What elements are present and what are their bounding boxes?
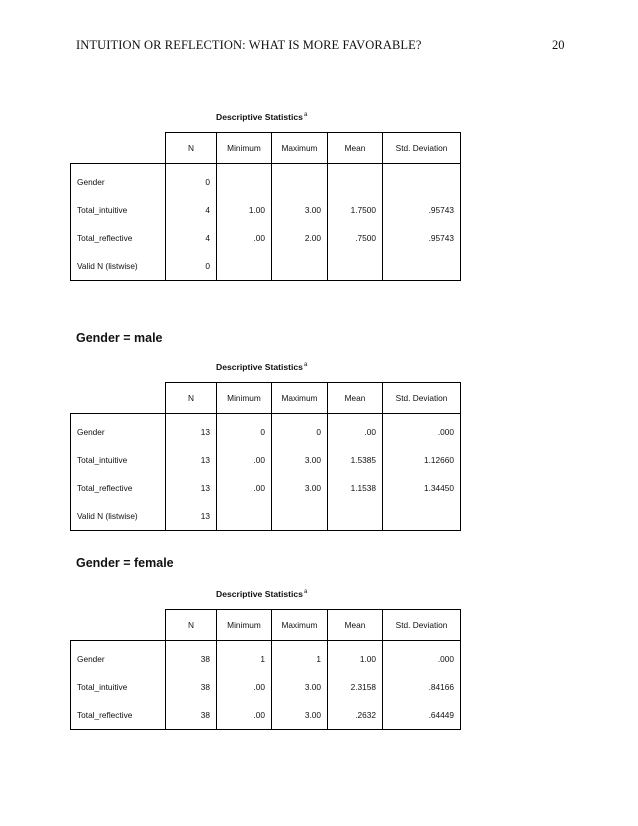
cell-mean: 1.00: [328, 641, 383, 674]
cell-mean: 1.7500: [328, 196, 383, 224]
table-row: [71, 641, 461, 674]
col-header-maximum: Maximum: [272, 610, 328, 641]
cell-std-deviation: .000: [383, 414, 461, 447]
table-row: [71, 673, 461, 701]
cell-n: 38: [166, 641, 217, 674]
cell-mean: [328, 164, 383, 197]
descriptive-stats-table: [70, 132, 461, 281]
corner-cell: [71, 133, 166, 164]
col-header-maximum: Maximum: [272, 133, 328, 164]
col-header-minimum: Minimum: [217, 133, 272, 164]
page-number: 20: [552, 38, 565, 52]
cell-minimum: .00: [217, 224, 272, 252]
cell-minimum: .00: [217, 673, 272, 701]
col-header-maximum: Maximum: [272, 383, 328, 414]
cell-maximum: 3.00: [272, 446, 328, 474]
split-file-title: Gender = male: [76, 331, 163, 345]
row-label: Total_reflective: [71, 224, 166, 252]
descriptive-stats-table: [70, 609, 461, 730]
corner-cell: [71, 610, 166, 641]
cell-maximum: 1: [272, 641, 328, 674]
header-row: [71, 610, 461, 641]
cell-n: 0: [166, 164, 217, 197]
cell-maximum: 3.00: [272, 673, 328, 701]
cell-minimum: [217, 252, 272, 281]
cell-std-deviation: [383, 164, 461, 197]
table-row: [71, 224, 461, 252]
cell-maximum: 3.00: [272, 196, 328, 224]
cell-std-deviation: .64449: [383, 701, 461, 730]
cell-std-deviation: [383, 252, 461, 281]
table-title: Descriptive Statistics$^a$: [216, 362, 308, 372]
cell-mean: [328, 252, 383, 281]
cell-std-deviation: 1.12660: [383, 446, 461, 474]
col-header-n: N: [166, 133, 217, 164]
cell-minimum: .00: [217, 701, 272, 730]
cell-mean: 1.1538: [328, 474, 383, 502]
cell-mean: .00: [328, 414, 383, 447]
col-header-mean: Mean: [328, 383, 383, 414]
cell-maximum: 3.00: [272, 701, 328, 730]
cell-std-deviation: .95743: [383, 196, 461, 224]
cell-n: 38: [166, 701, 217, 730]
cell-mean: [328, 502, 383, 531]
row-label: Total_reflective: [71, 701, 166, 730]
cell-maximum: [272, 164, 328, 197]
col-header-minimum: Minimum: [217, 610, 272, 641]
col-header-std-deviation: Std. Deviation: [383, 383, 461, 414]
cell-minimum: [217, 502, 272, 531]
cell-maximum: 2.00: [272, 224, 328, 252]
cell-maximum: 0: [272, 414, 328, 447]
table-row: [71, 414, 461, 447]
row-label: Gender: [71, 164, 166, 197]
cell-mean: 1.5385: [328, 446, 383, 474]
cell-n: 13: [166, 446, 217, 474]
row-label: Total_intuitive: [71, 446, 166, 474]
table-row: [71, 474, 461, 502]
cell-mean: 2.3158: [328, 673, 383, 701]
table-title: Descriptive Statistics$^a$: [216, 112, 308, 122]
cell-std-deviation: [383, 502, 461, 531]
cell-mean: .2632: [328, 701, 383, 730]
cell-maximum: 3.00: [272, 474, 328, 502]
cell-n: 4: [166, 196, 217, 224]
cell-n: 0: [166, 252, 217, 281]
table-row: [71, 701, 461, 730]
cell-std-deviation: .95743: [383, 224, 461, 252]
row-label: Gender: [71, 414, 166, 447]
col-header-std-deviation: Std. Deviation: [383, 610, 461, 641]
corner-cell: [71, 383, 166, 414]
split-file-title: Gender = female: [76, 556, 174, 570]
cell-n: 4: [166, 224, 217, 252]
col-header-mean: Mean: [328, 610, 383, 641]
row-label: Valid N (listwise): [71, 252, 166, 281]
col-header-mean: Mean: [328, 133, 383, 164]
table-row: [71, 196, 461, 224]
table-row: [71, 252, 461, 281]
cell-minimum: 1.00: [217, 196, 272, 224]
table-title: Descriptive Statistics$^a$: [216, 589, 308, 599]
table-row: [71, 502, 461, 531]
table-row: [71, 446, 461, 474]
descriptive-stats-table: [70, 382, 461, 531]
cell-n: 13: [166, 474, 217, 502]
running-head: INTUITION OR REFLECTION: WHAT IS MORE FAVORABLE?: [76, 38, 422, 52]
cell-maximum: [272, 502, 328, 531]
cell-n: 13: [166, 414, 217, 447]
col-header-minimum: Minimum: [217, 383, 272, 414]
row-label: Valid N (listwise): [71, 502, 166, 531]
cell-n: 13: [166, 502, 217, 531]
row-label: Total_intuitive: [71, 673, 166, 701]
cell-mean: .7500: [328, 224, 383, 252]
cell-std-deviation: .000: [383, 641, 461, 674]
header-row: [71, 383, 461, 414]
cell-std-deviation: .84166: [383, 673, 461, 701]
row-label: Total_intuitive: [71, 196, 166, 224]
cell-maximum: [272, 252, 328, 281]
cell-minimum: .00: [217, 474, 272, 502]
table-row: [71, 164, 461, 197]
cell-n: 38: [166, 673, 217, 701]
row-label: Gender: [71, 641, 166, 674]
cell-std-deviation: 1.34450: [383, 474, 461, 502]
cell-minimum: 1: [217, 641, 272, 674]
col-header-n: N: [166, 383, 217, 414]
col-header-n: N: [166, 610, 217, 641]
cell-minimum: 0: [217, 414, 272, 447]
col-header-std-deviation: Std. Deviation: [383, 133, 461, 164]
row-label: Total_reflective: [71, 474, 166, 502]
cell-minimum: .00: [217, 446, 272, 474]
cell-minimum: [217, 164, 272, 197]
header-row: [71, 133, 461, 164]
